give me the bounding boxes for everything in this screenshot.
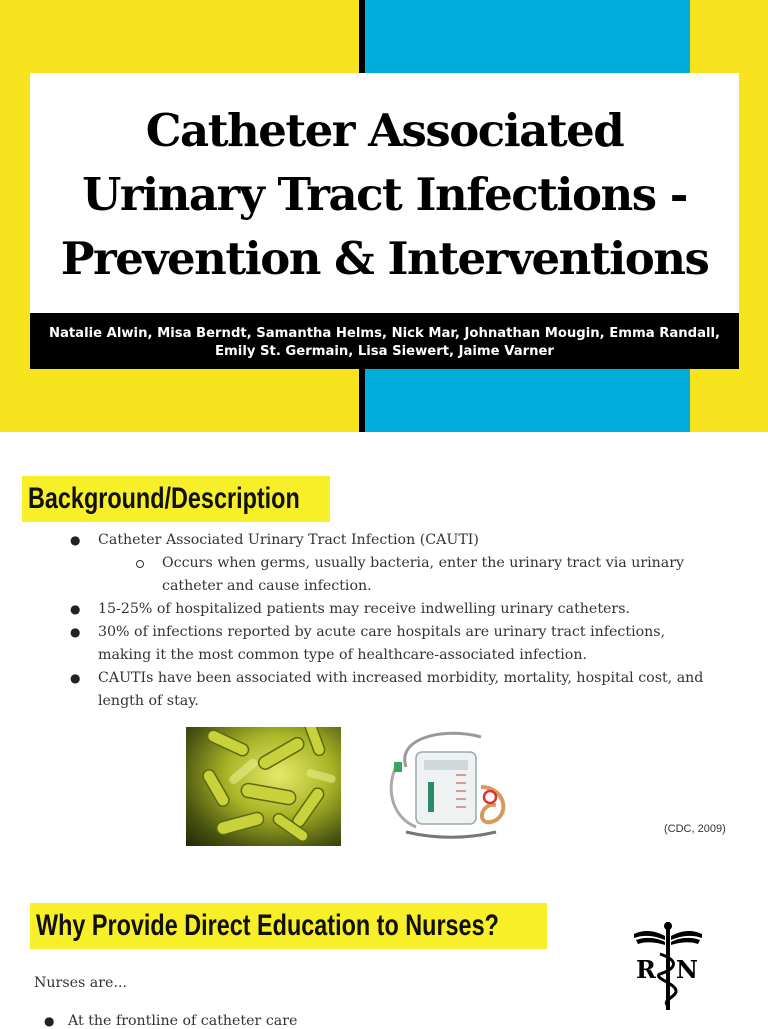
list-item: At the frontline of catheter care [68,1013,298,1029]
list-item: 15-25% of hospitalized patients may receive indwelling urinary catheters. [98,601,630,617]
title-line: Urinary Tract Infections - [82,168,687,221]
list-item: Catheter Associated Urinary Tract Infection (CAUTI) [98,532,479,548]
nurses-intro: Nurses are... [34,975,127,991]
bacteria-illustration [186,727,341,846]
authors-list [30,325,739,361]
catheter-bag-illustration [386,727,516,847]
bacteria-image [186,727,341,846]
nurses-heading-text: Why Provide Direct Education to Nurses? [36,909,499,942]
bullet-dot: ● [44,1014,55,1028]
bullet-dot: ● [70,533,81,547]
nurses-heading [30,903,547,949]
sub-bullet-circle [136,560,144,568]
catheter-bag-image [386,727,516,847]
image-credit: (CDC, 2009) [664,823,726,835]
list-item: making it the most common type of healthcare-associated infection. [98,647,587,663]
list-item: Occurs when germs, usually bacteria, enter the urinary tract via urinary [162,555,685,571]
bullet-dot: ● [70,625,81,639]
authors-line: Natalie Alwin, Misa Berndt, Samantha Helms, Nick Mar, Johnathan Mougin, Emma Randall, [48,326,721,341]
authors-bar [30,313,739,369]
background-heading [22,476,330,522]
list-item: catheter and cause infection. [162,578,372,594]
title-slide [0,0,768,432]
list-item: length of stay. [98,693,199,709]
svg-text:R: R [636,955,656,984]
title-box [30,73,739,313]
list-item: 30% of infections reported by acute care hospitals are urinary tract infections, [98,624,666,640]
svg-text:N: N [676,955,698,984]
title-line: Catheter Associated [145,104,624,157]
rn-caduceus-icon [632,920,704,1012]
bullet-dot: ● [70,602,81,616]
list-item: CAUTIs have been associated with increased morbidity, mortality, hospital cost, and [98,670,704,686]
bullet-dot: ● [70,671,81,685]
title-line: Prevention & Interventions [60,232,709,285]
presentation-title [30,99,739,291]
background-heading-text: Background/Description [28,482,300,515]
authors-line: Emily St. Germain, Lisa Siewert, Jaime Varner [215,344,554,359]
